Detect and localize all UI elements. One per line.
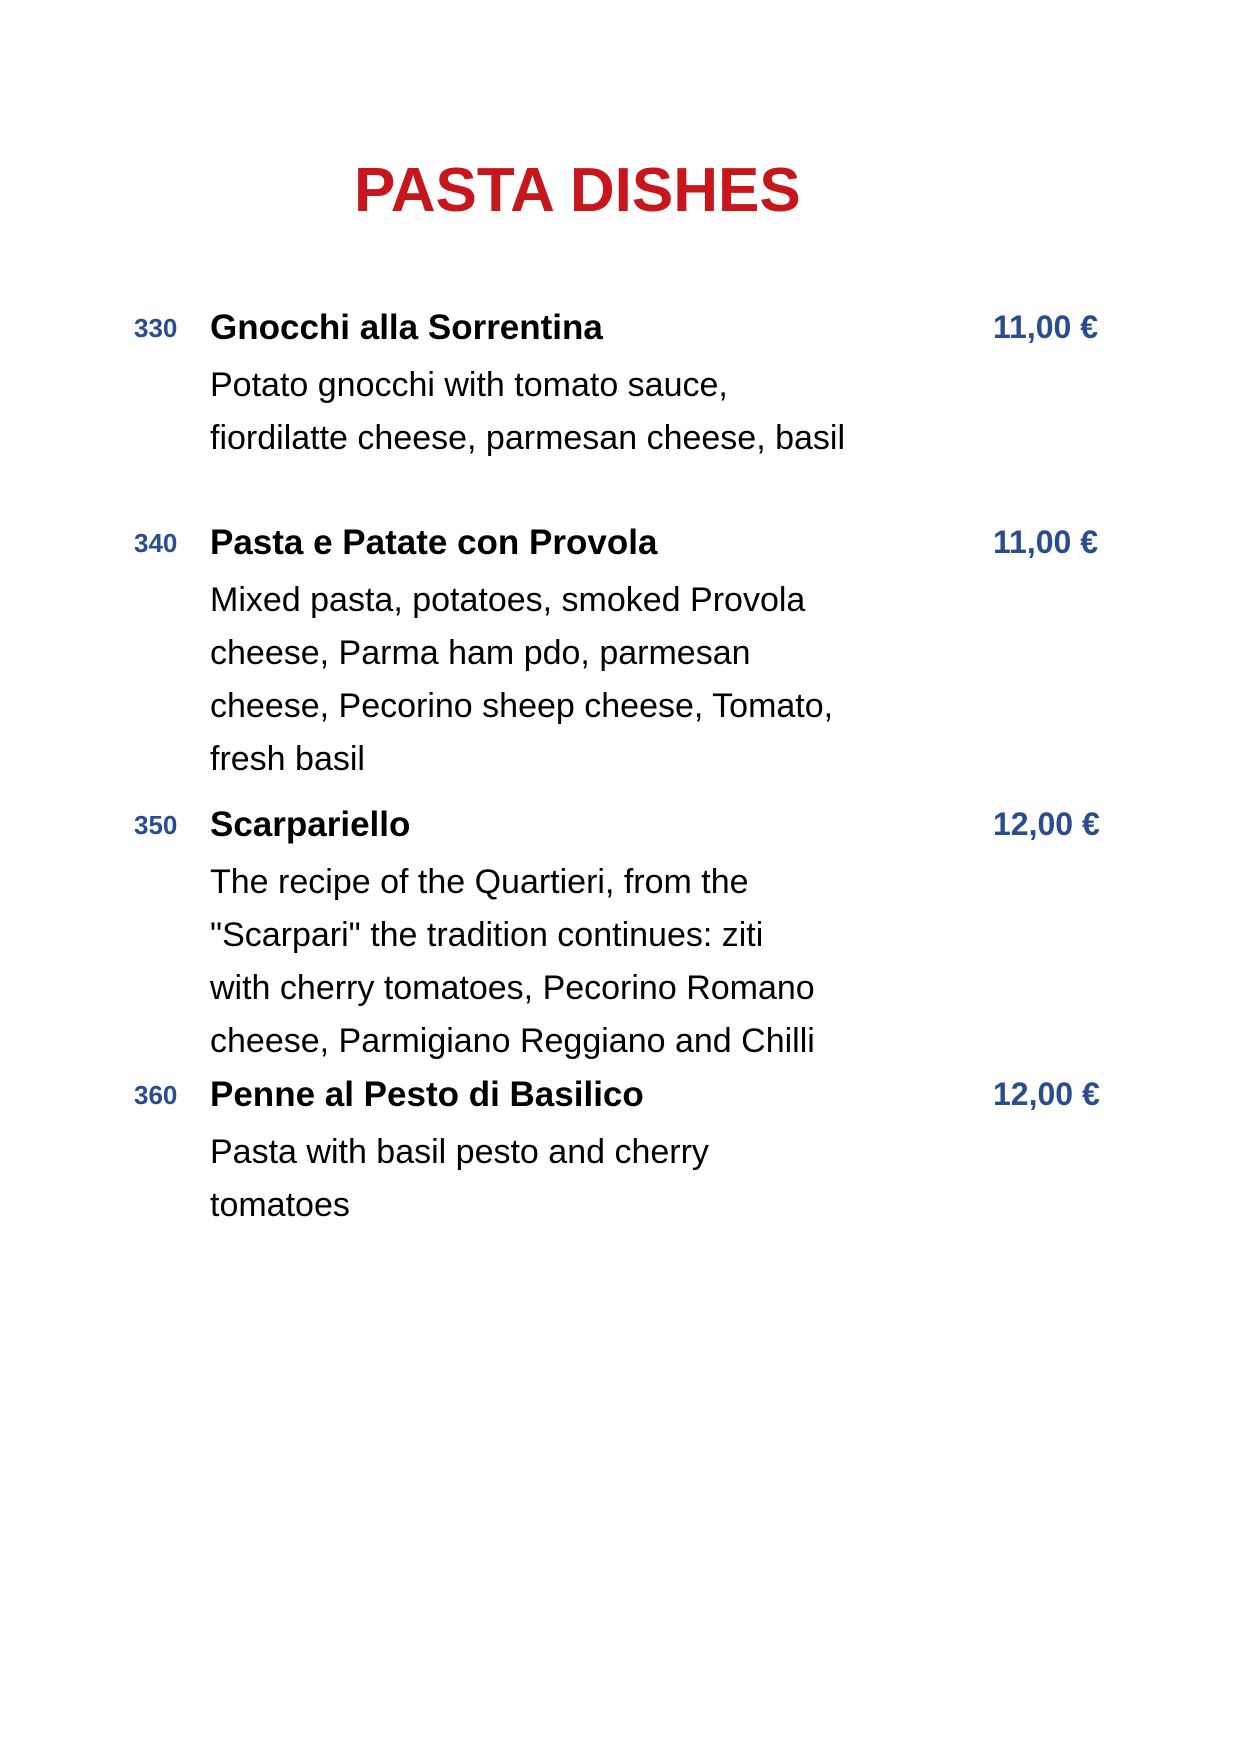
item-price: 12,00 € [993, 806, 1100, 842]
item-name: Scarpariello [210, 805, 411, 844]
item-number: 330 [134, 313, 178, 343]
item-name: Gnocchi alla Sorrentina [210, 308, 603, 347]
item-description [210, 1126, 970, 1232]
item-name: Pasta e Patate con Provola [210, 523, 658, 562]
description-line: cheese, Parmigiano Reggiano and Chilli [210, 1022, 815, 1060]
description-line: cheese, Parma ham pdo, parmesan [210, 634, 751, 672]
description-line: cheese, Pecorino sheep cheese, Tomato, [210, 687, 834, 725]
description-line: The recipe of the Quartieri, from the [210, 863, 749, 901]
description-line: "Scarpari" the tradition continues: ziti [210, 916, 764, 954]
item-description [210, 856, 970, 1068]
item-price: 11,00 € [993, 309, 1098, 345]
description-line: fiordilatte cheese, parmesan cheese, basil [210, 419, 846, 457]
description-line: Mixed pasta, potatoes, smoked Provola [210, 581, 806, 619]
description-line: Potato gnocchi with tomato sauce, [210, 366, 728, 404]
description-line: fresh basil [210, 740, 365, 778]
item-description [210, 574, 970, 786]
item-number: 340 [134, 528, 178, 558]
item-name: Penne al Pesto di Basilico [210, 1075, 644, 1114]
item-number: 350 [134, 810, 178, 840]
item-number: 360 [134, 1080, 178, 1110]
item-description [210, 359, 970, 465]
item-price: 11,00 € [993, 524, 1098, 560]
item-price: 12,00 € [993, 1076, 1100, 1112]
description-line: Pasta with basil pesto and cherry [210, 1133, 709, 1171]
page-title: PASTA DISHES [354, 156, 801, 225]
description-line: tomatoes [210, 1186, 350, 1224]
description-line: with cherry tomatoes, Pecorino Romano [210, 969, 815, 1007]
